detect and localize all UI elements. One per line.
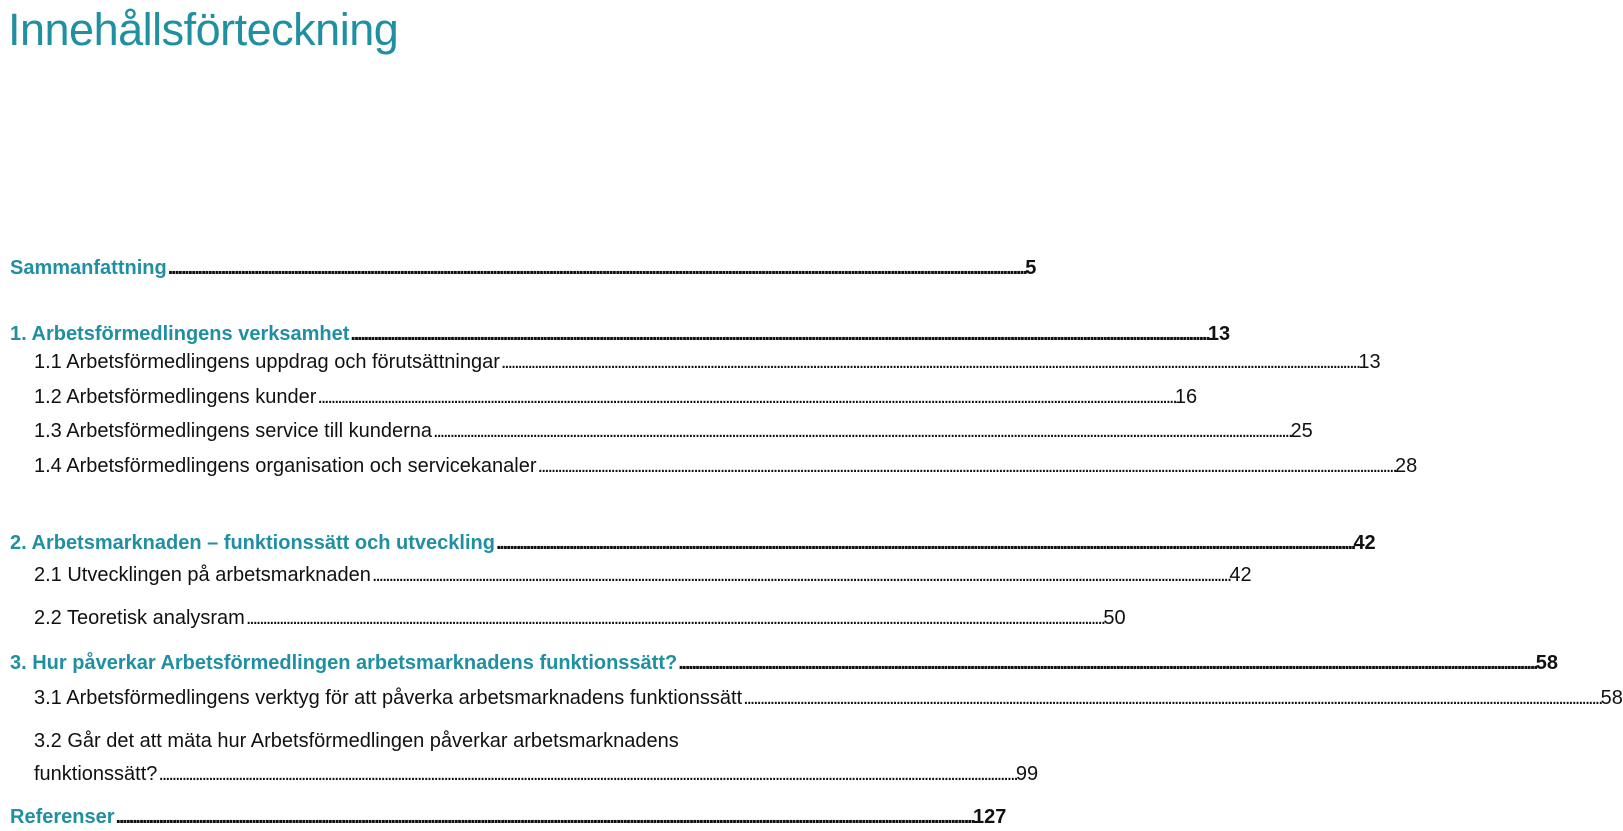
dot-leader	[372, 562, 1229, 588]
toc-entry-sammanfattning[interactable]	[10, 255, 1037, 281]
toc-entry-label: 1. Arbetsförmedlingens verksamhet	[10, 323, 350, 345]
toc-entry-page: 13	[1358, 351, 1381, 373]
toc-entry-referenser[interactable]	[10, 804, 1007, 830]
toc-entry-page: 42	[1229, 564, 1252, 586]
dot-leader	[168, 255, 1025, 281]
toc-entry-label: 2. Arbetsmarknaden – funktionssätt och utveckling	[10, 532, 495, 554]
toc-entry-3-2[interactable]	[34, 761, 1039, 787]
toc-entry-label: 2.2 Teoretisk analysram	[34, 607, 245, 629]
toc-entry-chapter-3[interactable]	[10, 650, 1558, 676]
dot-leader	[246, 605, 1103, 631]
dot-leader	[501, 349, 1358, 375]
page-title: Innehållsförteckning	[8, 4, 399, 55]
toc-entry-page: 16	[1174, 386, 1198, 408]
toc-entry-2-1[interactable]	[34, 562, 1252, 588]
toc-entry-label: 1.3 Arbetsförmedlingens service till kunderna	[34, 420, 432, 442]
toc-entry-chapter-1[interactable]	[10, 321, 1231, 347]
toc-entry-page: 58	[1600, 687, 1623, 709]
toc-entry-page: 99	[1015, 763, 1039, 785]
toc-entry-chapter-2[interactable]	[10, 530, 1376, 556]
dot-leader	[743, 685, 1600, 711]
toc-entry-page: 28	[1395, 455, 1418, 477]
toc-entry-label: 1.4 Arbetsförmedlingens organisation och servicekanaler	[34, 455, 537, 477]
toc-entry-label: 3. Hur påverkar Arbetsförmedlingen arbetsmarknadens funktionssätt?	[10, 652, 678, 674]
toc-entry-page: 13	[1207, 323, 1231, 345]
toc-entry-page: 5	[1025, 257, 1037, 279]
toc-entry-page: 127	[973, 806, 1007, 828]
toc-entry-2-2[interactable]	[34, 605, 1126, 631]
toc-entry-page: 42	[1353, 532, 1376, 554]
dot-leader	[116, 804, 973, 830]
toc-entry-page: 25	[1290, 420, 1313, 442]
toc-entry-label: 2.1 Utvecklingen på arbetsmarknaden	[34, 564, 371, 586]
toc-entry-3-1[interactable]	[34, 685, 1623, 711]
dot-leader	[496, 530, 1353, 556]
toc-entry-label: funktionssätt?	[34, 763, 158, 785]
dot-leader	[317, 384, 1174, 410]
dot-leader	[678, 650, 1535, 676]
toc-entry-label: 3.1 Arbetsförmedlingens verktyg för att påverka arbetsmarknadens funktionssätt	[34, 687, 743, 709]
toc-entry-1-2[interactable]	[34, 384, 1198, 410]
toc-entry-label: 1.1 Arbetsförmedlingens uppdrag och förutsättningar	[34, 351, 500, 373]
dot-leader	[350, 321, 1207, 347]
dot-leader	[538, 453, 1395, 479]
toc-entry-label: Sammanfattning	[10, 257, 167, 279]
toc-entry-3-2-line1[interactable]: 3.2 Går det att mäta hur Arbetsförmedlingen påverkar arbetsmarknadens	[34, 730, 679, 752]
toc-entry-1-1[interactable]	[34, 349, 1381, 375]
toc-entry-page: 58	[1535, 652, 1558, 674]
toc-entry-page: 50	[1103, 607, 1126, 629]
toc-entry-1-3[interactable]	[34, 418, 1313, 444]
dot-leader	[433, 418, 1290, 444]
toc-entry-label: Referenser	[10, 806, 115, 828]
toc-entry-1-4[interactable]	[34, 453, 1418, 479]
dot-leader	[158, 761, 1015, 787]
toc-entry-label: 1.2 Arbetsförmedlingens kunder	[34, 386, 317, 408]
